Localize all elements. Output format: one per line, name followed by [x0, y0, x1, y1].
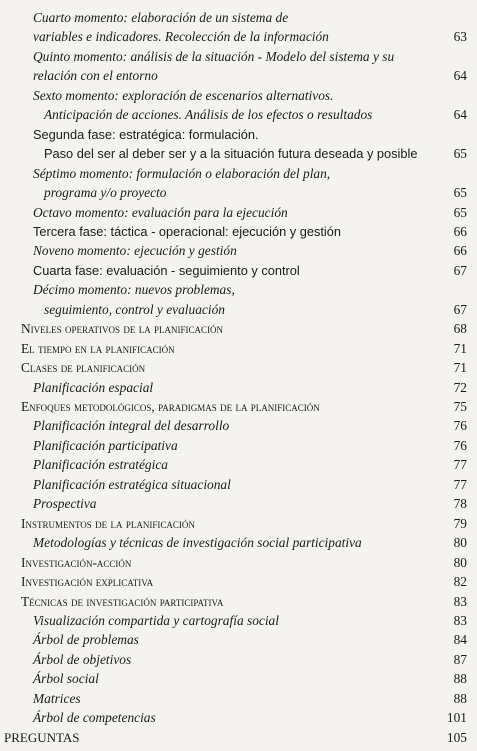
toc-entry-title: Árbol social: [33, 671, 99, 687]
toc-entry-title: Planificación espacial: [33, 379, 154, 395]
toc-entry: [0, 241, 477, 260]
toc-entry: [0, 494, 477, 513]
toc-page-number: 83: [453, 593, 467, 609]
toc-entry-title: El tiempo en la planificación: [21, 340, 175, 356]
toc-page-number: 88: [453, 690, 467, 706]
toc-entry-title: Árbol de problemas: [33, 632, 139, 648]
toc-entry-title: Octavo momento: evaluación para la ejecución: [33, 204, 288, 220]
toc-entry-title: Planificación participativa: [33, 437, 178, 453]
toc-page-number: 63: [453, 29, 467, 45]
toc-entry: [0, 66, 477, 85]
toc-entry: [0, 611, 477, 630]
toc-entry-title: Investigación-acción: [21, 554, 132, 570]
toc-page-number: 72: [453, 379, 467, 395]
toc-page-number: 77: [453, 476, 467, 492]
toc-entry-title: Niveles operativos de la planificación: [21, 321, 224, 337]
toc-entry: [0, 416, 477, 435]
toc-entry: [0, 708, 477, 727]
toc-entry: [0, 533, 477, 552]
toc-entry-title: Árbol de objetivos: [33, 651, 132, 667]
toc-entry: [0, 203, 477, 222]
toc-entry: [0, 261, 477, 280]
toc-page-number: 79: [453, 515, 467, 531]
toc-entry: [0, 319, 477, 338]
toc-page-number: 84: [453, 632, 467, 648]
toc-page-number: 88: [453, 671, 467, 687]
toc-entry: [0, 475, 477, 494]
toc-page-number: 83: [453, 612, 467, 628]
toc-entry: [0, 105, 477, 124]
toc-entry: [0, 27, 477, 46]
toc-entry: [0, 553, 477, 572]
toc-entry: [0, 514, 477, 533]
toc-entry: [0, 47, 477, 66]
toc-entry-title: Noveno momento: ejecución y gestión: [33, 243, 237, 259]
toc-entry-title: Segunda fase: estratégica: formulación.: [33, 126, 259, 142]
toc-page-number: 82: [453, 574, 467, 589]
toc-entry-title: Clases de planificación: [21, 360, 146, 376]
toc-entry-title: Técnicas de investigación participativa: [21, 593, 224, 609]
toc-entry: [0, 144, 477, 163]
toc-entry-title: Planificación integral del desarrollo: [33, 418, 230, 434]
toc-page-number: 66: [453, 223, 467, 239]
toc-page-number: 67: [453, 301, 467, 317]
toc-entry: [0, 669, 477, 688]
toc-entry-title: Matrices: [33, 690, 81, 706]
toc-entry-title: Planificación estratégica situacional: [33, 476, 231, 492]
toc-page-number: 76: [453, 418, 467, 434]
toc-entry-title: relación con el entorno: [33, 68, 158, 84]
toc-entry-title: Prospectiva: [33, 496, 97, 512]
toc-page-number: 80: [453, 554, 467, 570]
toc-entry: [0, 358, 477, 377]
toc-page-number: 76: [453, 437, 467, 453]
toc-entry: [0, 630, 477, 649]
toc-entry-title: Investigación explicativa: [21, 574, 154, 589]
toc-page-number: 78: [453, 496, 467, 512]
toc-entry-title: Tercera fase: táctica - operacional: ejecución y gestión: [33, 223, 341, 239]
toc-entry: [0, 650, 477, 669]
toc-entry-title: Paso del ser al deber ser y a la situación futura deseada y posible: [44, 146, 418, 162]
toc-entry-title: variables e indicadores. Recolección de la información: [33, 29, 329, 45]
toc-entry-title: Quinto momento: análisis de la situación - Modelo del sistema y su: [33, 48, 395, 64]
toc-entry-title: Sexto momento: exploración de escenarios alternativos.: [33, 87, 334, 103]
toc-page-number: 65: [453, 146, 467, 162]
toc-page-number: 80: [453, 535, 467, 551]
toc-entry: [0, 436, 477, 455]
toc-entry: [0, 8, 477, 27]
toc-page-number: 77: [453, 457, 467, 473]
toc-page-number: 71: [453, 340, 467, 356]
toc-entry: [0, 125, 477, 144]
toc-page-number: 65: [453, 204, 467, 220]
toc-page-number: 66: [453, 243, 467, 259]
toc-entry-title: Cuarto momento: elaboración de un sistema de: [33, 10, 289, 25]
toc-entry-title: Planificación estratégica: [33, 457, 168, 473]
toc-entry-title: Metodologías y técnicas de investigación social participativa: [33, 535, 362, 551]
toc-page-number: 87: [453, 651, 467, 667]
toc-page-number: 71: [453, 360, 467, 376]
toc-entry: [0, 455, 477, 474]
toc-entry: [0, 689, 477, 708]
toc-entry-title: Enfoques metodológicos, paradigmas de la planificación: [21, 399, 320, 414]
toc-entry: [0, 728, 477, 747]
toc-page-number: 65: [453, 185, 467, 200]
toc-entry-title: Cuarta fase: evaluación - seguimiento y control: [33, 262, 300, 278]
toc-entry: [0, 300, 477, 319]
toc-entry-title: Instrumentos de la planificación: [21, 515, 195, 531]
toc-entry: [0, 280, 477, 299]
toc-entry: [0, 339, 477, 358]
toc-entry: [0, 183, 477, 202]
toc-entry-title: Árbol de competencias: [33, 710, 156, 726]
toc-page-number: 68: [453, 321, 467, 337]
toc-page-number: 75: [453, 399, 467, 414]
toc-entry-title: PREGUNTAS: [4, 729, 80, 745]
toc-entry: [0, 164, 477, 183]
toc-entry-title: Anticipación de acciones. Análisis de los efectos o resultados: [44, 107, 373, 123]
toc-entry: [0, 572, 477, 591]
toc-entry-title: programa y/o proyecto: [44, 185, 167, 200]
toc-entry: [0, 378, 477, 397]
toc-page-number: 67: [453, 262, 467, 278]
toc-entry: [0, 592, 477, 611]
toc-entry: [0, 222, 477, 241]
toc-page-number: 64: [453, 68, 467, 84]
toc-entry: [0, 397, 477, 416]
toc-entry-title: seguimiento, control y evaluación: [44, 301, 225, 317]
toc-entry-title: Séptimo momento: formulación o elaboración del plan,: [33, 165, 331, 181]
toc-entry-title: Décimo momento: nuevos problemas,: [33, 282, 235, 298]
toc-entry: [0, 86, 477, 105]
toc-page-number: 64: [453, 107, 467, 123]
toc-entry-title: Visualización compartida y cartografía social: [33, 612, 279, 628]
toc-page-number: 105: [446, 729, 467, 745]
toc-page-number: 101: [446, 710, 467, 726]
